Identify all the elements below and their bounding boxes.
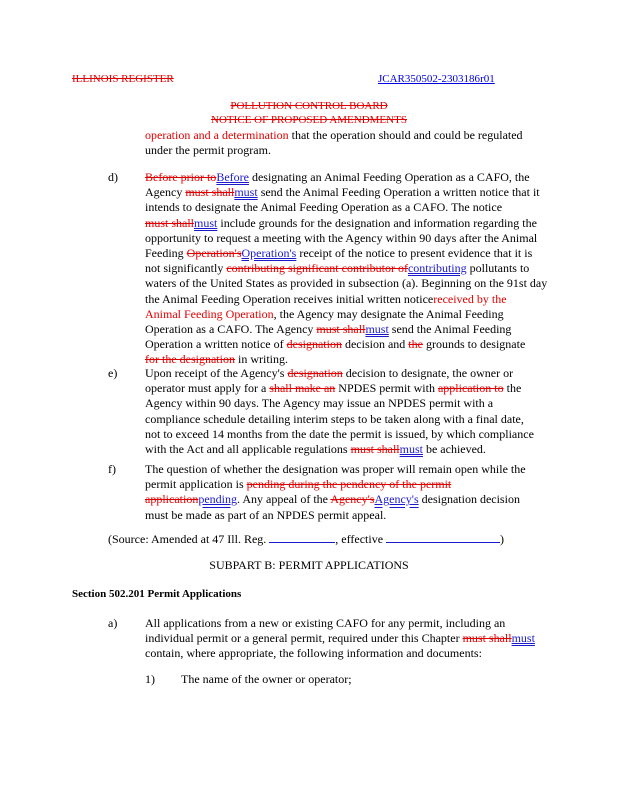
text: Operation a written notice of <box>145 337 287 352</box>
text: , effective <box>335 532 387 546</box>
item-1-label: 1) <box>145 672 155 686</box>
inserted-text: Operation's <box>241 246 297 261</box>
text: not to exceed 14 months from the date the permit is issued, by which compliance <box>145 426 534 441</box>
deleted-text: designation <box>287 366 343 380</box>
deleted-text: must shall <box>350 442 400 457</box>
deleted-text: must shall <box>462 631 512 646</box>
deleted-text: must shall <box>316 322 366 337</box>
text: designation decision <box>418 492 520 507</box>
text: include grounds for the designation and information regarding the <box>217 215 537 230</box>
agency-title: POLLUTION CONTROL BOARD <box>230 100 388 112</box>
text: Agency within 90 days. The Agency may issue an NPDES permit with a <box>145 396 494 411</box>
text: All applications from a new or existing CAFO for any permit, including an <box>145 616 506 630</box>
source-note <box>108 532 504 547</box>
deleted-text: received by the <box>433 291 507 306</box>
subsection-a-text <box>145 616 555 662</box>
text: contain, where appropriate, the following information and documents: <box>145 646 482 661</box>
jcar-suffix: r01 <box>480 73 495 85</box>
inserted-text: contributing <box>407 261 467 276</box>
text: grounds to designate <box>422 337 526 352</box>
text: waters of the United States as provided in subsection (a). Beginning on the 91st day <box>145 276 548 291</box>
text: receipt of the notice to present evidence that it is <box>296 246 533 261</box>
notice-title: NOTICE OF PROPOSED AMENDMENTS <box>211 114 407 126</box>
deleted-text: Agency's <box>330 492 375 507</box>
text: must be made as part of an NPDES permit appeal. <box>145 507 387 522</box>
text: intends to designate the Animal Feeding Operation as a CAFO. The notice <box>145 200 503 215</box>
effective-date-blank[interactable] <box>386 542 500 543</box>
jcar-header <box>378 73 495 85</box>
text: that the operation should and could be regulated <box>288 128 523 142</box>
subsection-d-text <box>145 170 555 368</box>
subsection-e-text <box>145 366 555 457</box>
text: send the Animal Feeding Operation a written notice that it <box>257 185 540 200</box>
deleted-text: Animal Feeding Operation <box>145 306 274 321</box>
text: under the permit program. <box>145 143 271 158</box>
inserted-text: Agency's <box>374 492 419 507</box>
text: ) <box>500 532 505 546</box>
text: with the Act and all applicable regulations <box>145 442 351 457</box>
subsection-f-text <box>145 462 555 523</box>
inserted-text: must <box>511 631 535 646</box>
subpart-heading: SUBPART B: PERMIT APPLICATIONS <box>209 558 409 572</box>
inserted-text: must <box>399 442 423 457</box>
subsection-f-label: f) <box>108 462 116 476</box>
deleted-text: must shall <box>185 185 235 200</box>
subsection-a-label: a) <box>108 616 118 630</box>
deleted-text: pending during the pendency of the permit <box>246 477 452 492</box>
text: Operation as a CAFO. The Agency <box>145 322 317 337</box>
inserted-text: Before <box>216 170 249 184</box>
deleted-text: shall make an <box>269 381 336 396</box>
continuation-paragraph <box>145 128 555 158</box>
item-1-text: The name of the owner or operator; <box>181 672 352 686</box>
text: the Animal Feeding Operation receives initial written notice <box>145 291 434 306</box>
deleted-text: the <box>408 337 423 352</box>
deleted-text: must shall <box>145 215 195 230</box>
text: NPDES permit with <box>335 381 438 396</box>
text: opportunity to request a meeting with the Agency within 90 days after the Animal <box>145 230 538 245</box>
text: decision and <box>341 337 409 352</box>
text: , the Agency may designate the Animal Feeding <box>273 306 504 321</box>
deleted-text: Operation's <box>186 246 242 261</box>
text: be achieved. <box>422 442 486 457</box>
text: designating an Animal Feeding Operation as a CAFO, the <box>248 170 530 184</box>
text: operator must apply for a <box>145 381 270 396</box>
text: decision to designate, the owner or <box>342 366 514 380</box>
text: pollutants to <box>466 261 530 276</box>
text: the <box>503 381 522 396</box>
inserted-text: must <box>234 185 258 200</box>
jcar-code: JCAR350502-2303186 <box>378 73 481 85</box>
text: permit application is <box>145 477 247 492</box>
deleted-text: for the designation <box>145 352 235 367</box>
inserted-text: must <box>194 215 218 230</box>
text: Feeding <box>145 246 187 261</box>
section-heading: Section 502.201 Permit Applications <box>72 588 242 600</box>
deleted-text: contributing significant contributor of <box>226 261 408 276</box>
text: in writing. <box>234 352 288 367</box>
text: not significantly <box>145 261 227 276</box>
deleted-text: application to <box>437 381 504 396</box>
text: individual permit or a general permit, required under this Chapter <box>145 631 463 646</box>
deleted-text: operation and a determination <box>145 128 289 142</box>
inserted-text: pending <box>198 492 237 507</box>
register-header: ILLINOIS REGISTER <box>72 73 174 85</box>
subsection-d-label: d) <box>108 170 118 184</box>
text: Agency <box>145 185 186 200</box>
subsection-e-label: e) <box>108 366 118 380</box>
text: compliance schedule detailing interim steps to be taken along with a final date, <box>145 411 524 426</box>
text: . Any appeal of the <box>237 492 331 507</box>
register-blank[interactable] <box>269 542 335 543</box>
text: The question of whether the designation was proper will remain open while the <box>145 462 526 476</box>
deleted-text: application <box>145 492 199 507</box>
inserted-text: must <box>365 322 389 337</box>
text: send the Animal Feeding <box>388 322 512 337</box>
text: Upon receipt of the Agency's <box>145 366 288 380</box>
deleted-text: Before prior to <box>145 170 217 184</box>
deleted-text: designation <box>286 337 342 352</box>
text: (Source: Amended at 47 Ill. Reg. <box>108 532 270 546</box>
